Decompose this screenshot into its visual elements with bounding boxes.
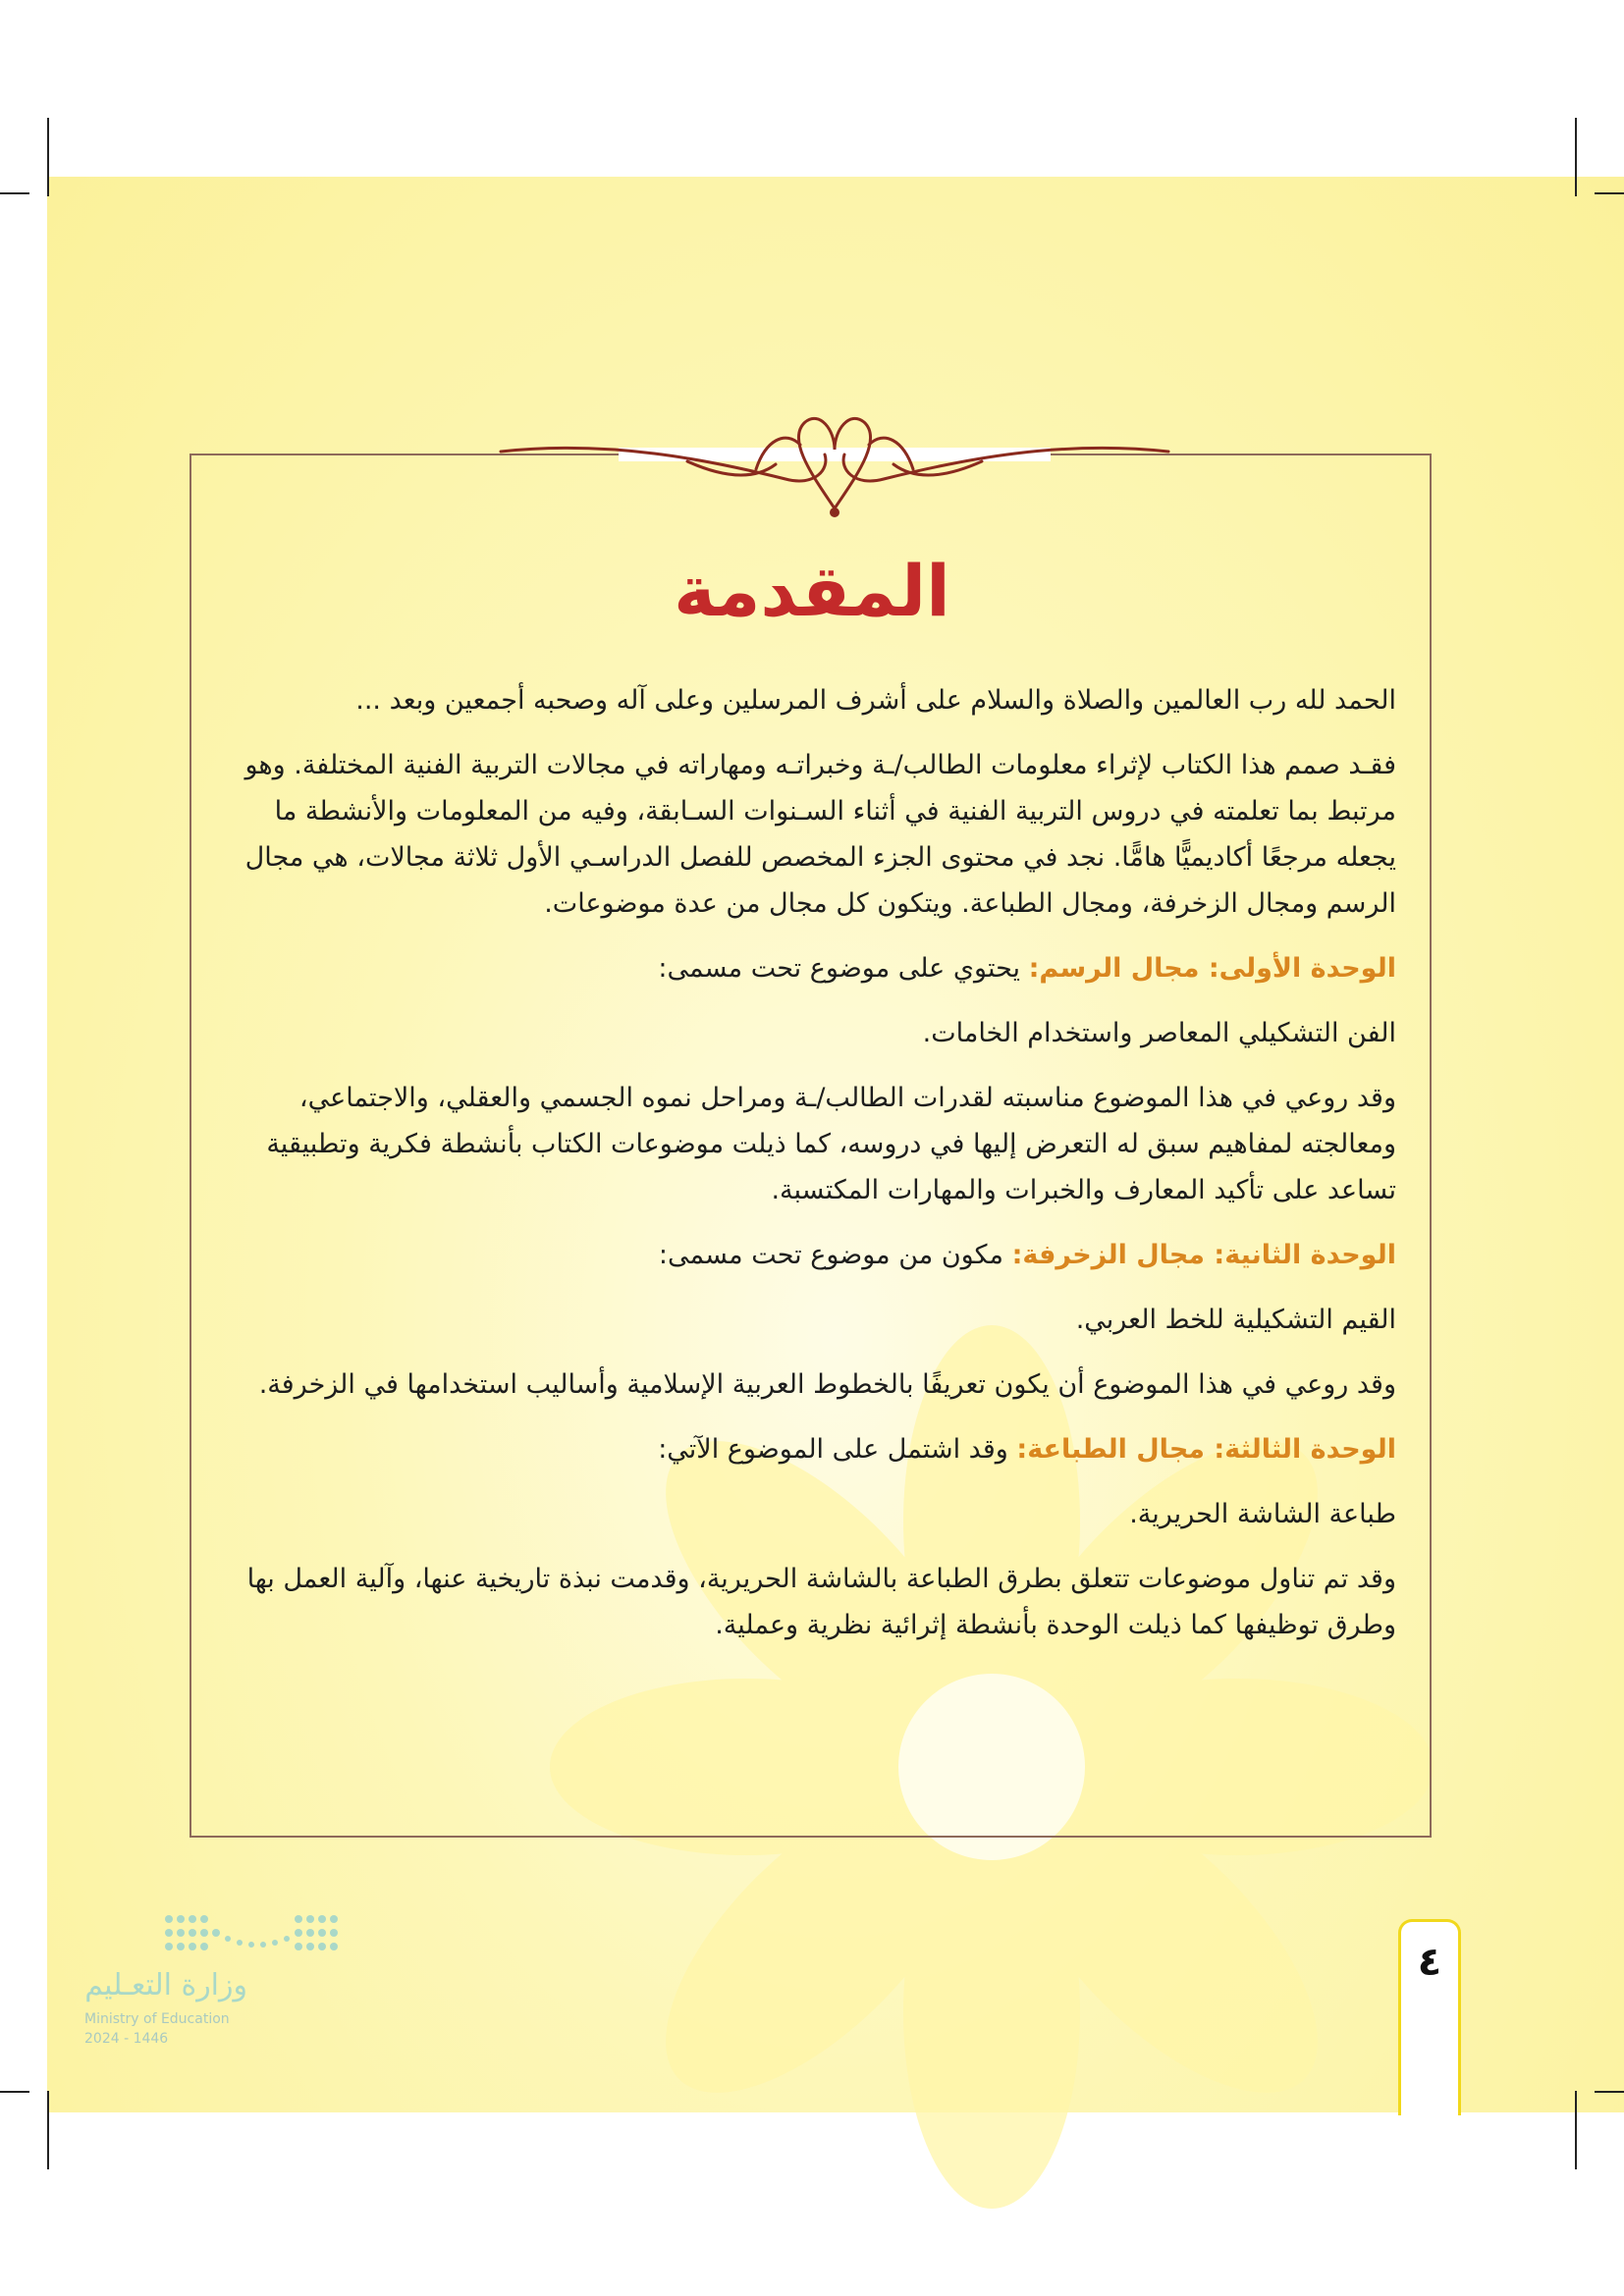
page-title: المقدمة — [674, 550, 950, 632]
opening-paragraph: الحمد لله رب العالمين والصلاة والسلام على أشرف المرسلين وعلى آله وصحبه أجمعين وبعد ... — [355, 685, 1396, 716]
unit-3-text: وقد اشتمل على الموضوع الآتي: — [658, 1434, 1017, 1465]
ministry-dots-icon — [159, 1909, 405, 1968]
ministry-name-arabic: وزارة التعـليم — [84, 1968, 247, 2002]
unit-2-heading-line — [228, 1232, 1396, 1278]
introduction-body — [228, 677, 1396, 1667]
unit-2-description: وقد روعي في هذا الموضوع أن يكون تعريفًا بالخطوط العربية الإسلامية وأساليب استخدامها في الزخرفة. — [258, 1369, 1396, 1400]
page-number: ٤ — [1417, 1940, 1442, 1985]
unit-1-heading-line — [228, 945, 1396, 991]
crop-mark — [1595, 2091, 1624, 2093]
crop-mark — [47, 2091, 49, 2169]
unit-1-description: وقد روعي في هذا الموضوع مناسبته لقدرات الطالب/ـة ومراحل نموه الجسمي والعقلي، والاجتماعي، ومعالجته لمفاهيم سبق له التعرض إليها في دروسه، كما ذيلت موضوعات الكتاب بأنشطة فكرية وتطبيقية تساعد على تأكيد المعارف والخبرات والمهارات المكتسبة. — [266, 1083, 1396, 1205]
page-number-tab — [1398, 1919, 1461, 2115]
unit-3-label: الوحدة الثالثة: مجال الطباعة: — [1016, 1434, 1396, 1465]
unit-3-topic: طباعة الشاشة الحريرية. — [1129, 1499, 1396, 1529]
ministry-name-english: Ministry of Education — [84, 2011, 230, 2027]
crop-mark — [1575, 118, 1577, 196]
unit-3-heading-line — [228, 1426, 1396, 1472]
unit-2-topic: القيم التشكيلية للخط العربي. — [1075, 1305, 1396, 1335]
crop-mark — [1575, 2091, 1577, 2169]
ministry-year: 2024 - 1446 — [84, 2031, 169, 2047]
unit-2-label: الوحدة الثانية: مجال الزخرفة: — [1011, 1240, 1396, 1270]
unit-1-label: الوحدة الأولى: مجال الرسم: — [1028, 953, 1396, 984]
unit-1-text: يحتوي على موضوع تحت مسمى: — [658, 953, 1029, 984]
crop-mark — [47, 118, 49, 196]
crop-mark — [0, 2091, 29, 2093]
crop-mark — [0, 192, 29, 194]
crop-mark — [1595, 192, 1624, 194]
ministry-logo — [81, 1909, 297, 2076]
unit-1-topic: الفن التشكيلي المعاصر واستخدام الخامات. — [922, 1018, 1396, 1048]
ornament-divider-icon — [491, 410, 1178, 518]
unit-3-description: وقد تم تناول موضوعات تتعلق بطرق الطباعة بالشاشة الحريرية، وقدمت نبذة تاريخية عنها، وآلية العمل بها وطرق توظيفها كما ذيلت الوحدة بأنشطة إثرائية نظرية وعملية. — [246, 1564, 1396, 1640]
unit-2-text: مكون من موضوع تحت مسمى: — [658, 1240, 1012, 1270]
intro-paragraph: فقـد صمم هذا الكتاب لإثراء معلومات الطالب/ـة وخبراتـه ومهاراته في مجالات التربية الفنية المختلفة. وهو مرتبط بما تعلمته في دروس التربية الفنية في أثناء السـنوات السـابقة، وفيه من المعلومات والأنشطة ما يجعله مرجعًا أكاديميًّا هامًّا. نجد في محتوى الجزء المخصص للفصل الدراسـي الأول ثلاثة مجالات، هي مجال الرسم ومجال الزخرفة، ومجال الطباعة. ويتكون كل مجال من عدة موضوعات. — [244, 750, 1396, 919]
